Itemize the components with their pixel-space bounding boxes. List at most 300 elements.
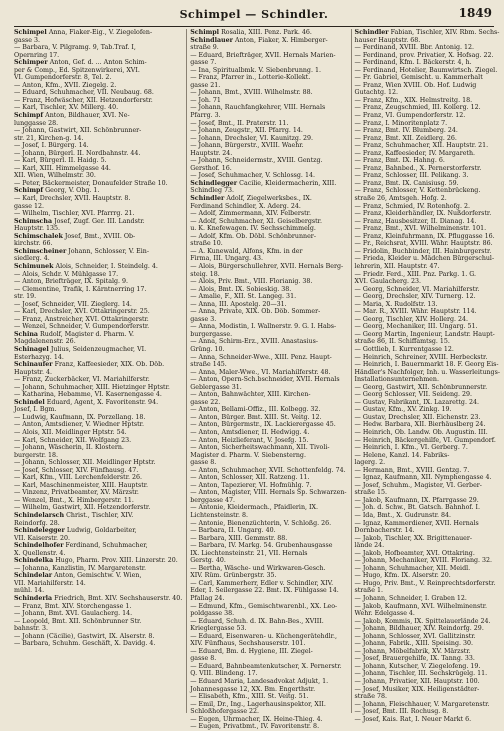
directory-entry	[355, 361, 500, 369]
directory-entry	[14, 271, 182, 279]
entry-text: Esterhazyg. 14.	[14, 353, 64, 361]
directory-entry	[190, 248, 346, 256]
entry-text: — Leopold, Bmt. XII. Schönbrunner Str.	[14, 617, 142, 625]
entry-text: — Heinrich, Ob. Landw. Ob. Augustin. III.	[354, 428, 488, 436]
directory-entry	[190, 172, 346, 180]
entry-surname: Schinderla	[14, 595, 53, 603]
entry-text: — Johann, Bürgerstr., XVIII. Waehr.	[190, 142, 304, 150]
entry-text: — Jakob, Tischler, XX. Brigittenauer-	[354, 534, 473, 542]
directory-entry	[14, 44, 182, 52]
entry-text: — Eduard, Bahnbeamtenkutscher, X. Pernerstr.	[190, 662, 342, 670]
directory-entry	[355, 233, 500, 241]
directory-entry	[355, 376, 500, 384]
directory-entry	[355, 59, 500, 67]
entry-text: — Anton, Heizlieferant, V. Josefg. 15.	[190, 436, 309, 444]
directory-entry	[190, 542, 346, 550]
entry-text: — Johann, Schlosser, XVI. Gallitzinstr.	[354, 632, 476, 640]
directory-entry	[355, 301, 500, 309]
directory-entry	[190, 286, 346, 294]
directory-entry	[14, 527, 182, 535]
directory-entry	[355, 44, 500, 52]
directory-entry	[14, 180, 182, 188]
entry-text: — Anna, Maler-Wwe., VI. Mariahilferstr. 48.	[190, 368, 331, 376]
directory-entry	[14, 369, 182, 377]
entry-text: gasse 22.	[190, 398, 221, 406]
entry-text: Schloßhofergasse 22.	[190, 708, 260, 716]
directory-entry	[14, 203, 182, 211]
entry-text: Fabian, Tischler, XIV. Rbm. Sechs-	[388, 29, 500, 36]
entry-text: — Franz, Kaffeesieder, IV. Margareth.	[354, 149, 476, 157]
directory-entry	[355, 610, 500, 618]
entry-text: — Johann (Cäcilie), Gastwirt, IX. Alserstr. 8.	[14, 632, 155, 640]
directory-entry	[190, 112, 346, 120]
entry-text: Hauptstr. 135.	[14, 225, 60, 233]
entry-text: — Anton, Amtsdiener, V. Wiedner Hptstr.	[14, 421, 144, 429]
entry-surname: Schindel	[14, 398, 45, 406]
directory-entry	[355, 165, 500, 173]
directory-entry	[190, 587, 346, 595]
entry-text: — Barbara, Schuhm. Geschäft, X. Davidg. 4.	[14, 640, 156, 648]
directory-entry	[14, 127, 182, 135]
entry-text: — Johann, Drechsler, VI. Kaunitzg. 29.	[190, 134, 313, 142]
directory-entry	[190, 225, 346, 233]
directory-entry	[14, 565, 182, 573]
directory-entry	[355, 67, 500, 75]
entry-text: — Anna, Modistin, I. Wallnerstr. 9. G. I. Habs-	[190, 323, 337, 331]
entry-text: Magdalenenstr. 26.	[14, 338, 76, 346]
entry-text: steig. 18.	[190, 270, 220, 278]
entry-text: Christ., Tischler, XIV.	[64, 512, 134, 519]
entry-surname: Schinaufer	[14, 361, 53, 369]
entry-text: — Johann, Mechaniker, XVIII. Floriang. 32.	[354, 557, 493, 565]
entry-text: — Gustav, Kfm., XV. Zinkg. 19.	[354, 406, 452, 414]
entry-text: Franz, Kaffeesieder, XIX. Ob. Döb.	[52, 361, 165, 369]
directory-entry	[190, 187, 346, 195]
directory-entry	[190, 512, 346, 520]
directory-entry	[190, 437, 346, 445]
entry-text: — Heinrich, I. Kfm., VI. Gerberg. 7.	[354, 444, 468, 452]
directory-entry	[14, 187, 182, 195]
directory-entry	[355, 354, 500, 362]
directory-entry	[14, 195, 182, 203]
entry-text: — Alois, Schdr. V. Mühlgasse 17.	[14, 270, 119, 278]
directory-entry	[14, 142, 182, 150]
directory-entry	[355, 686, 500, 694]
directory-entry	[190, 316, 346, 324]
entry-surname: Schimpel	[14, 29, 47, 36]
directory-entry	[355, 331, 500, 339]
directory-entry	[355, 286, 500, 294]
entry-text: — Josef, Kais. Rat, I. Neuer Markt 6.	[354, 715, 472, 723]
entry-text: — Katharina, Hebamme, VI. Kasernengasse 4.	[14, 391, 162, 399]
directory-entry	[14, 308, 182, 316]
entry-text: — Franz, Bmt. IV. Blumberg. 24.	[354, 127, 458, 135]
entry-text: — Elisabeth, Kfm., XIII. St. Veitg. 51.	[190, 693, 309, 701]
directory-entry	[355, 421, 500, 429]
directory-entry	[190, 104, 346, 112]
entry-text: — Franz, Bmt. IX. Canisiusg. 59.	[354, 179, 459, 187]
directory-entry	[355, 603, 500, 611]
directory-entry	[190, 293, 346, 301]
entry-text: — Eduard, Schuh. d. IX. Bahn-Bes., XVIII.	[190, 617, 324, 625]
directory-entry	[190, 603, 346, 611]
entry-text: — Jakob, Hofbeamter, XVI. Ottakring.	[354, 549, 475, 557]
entry-text: — Karl, Kfm., VIII. Lerchenfelderstr. 26.	[14, 474, 143, 482]
entry-text: bahnstr. 3.	[14, 625, 48, 633]
entry-text: — Josef, Musiker, XIX. Heiligenstädter-	[354, 685, 480, 693]
directory-entry	[355, 693, 500, 701]
directory-entry	[190, 255, 346, 263]
column-3	[351, 29, 500, 723]
directory-entry	[190, 550, 346, 558]
directory-entry	[14, 474, 182, 482]
entry-text: — Johann, Kutscher, V. Ziegelofeng. 19.	[354, 662, 481, 670]
directory-entry	[190, 165, 346, 173]
directory-entry	[355, 104, 500, 112]
directory-entry	[355, 467, 500, 475]
directory-entry	[355, 248, 500, 256]
directory-entry	[14, 421, 182, 429]
directory-entry	[14, 610, 182, 618]
entry-text: — Josef, Bmt., II. Praterstr. 11.	[190, 119, 289, 127]
entry-text: — Ludwig, Kaufmann, IX. Porzellang. 18.	[14, 413, 146, 421]
directory-entry	[355, 172, 500, 180]
entry-text: — Josef, Bmt. III. Rochusg. 8.	[354, 708, 449, 716]
entry-text: XVI. Gaulacherg. 23.	[354, 278, 422, 286]
directory-entry	[190, 580, 346, 588]
entry-text: — Karl, Drechsler, XVII. Hauptstr. 8.	[14, 195, 131, 203]
entry-text: — Anton, Tapezierer, VI. Hofmühlg. 7.	[190, 481, 312, 489]
directory-entry	[14, 240, 182, 248]
directory-entry	[190, 429, 346, 437]
directory-entry	[190, 474, 346, 482]
entry-text: — Clementine, Trafik, I. Kärntnerring 17.	[14, 285, 147, 293]
entry-text: straße 15.	[354, 489, 387, 497]
entry-text: Lichtensteinstr. 8.	[190, 512, 248, 519]
directory-entry	[190, 527, 346, 535]
entry-surname: Schimunek	[14, 262, 54, 270]
directory-entry	[14, 437, 182, 445]
entry-text: — Franz, Bmt. XII. Zeidlerg. 26.	[354, 134, 457, 142]
entry-text: — Franz, Bmt. XIV. Storchengasse 1.	[14, 602, 132, 610]
directory-entry	[190, 391, 346, 399]
entry-surname: Schindelka	[14, 557, 54, 565]
entry-text: lehrerin, XII. Hauptstr. 47.	[354, 262, 440, 270]
entry-text: gasse 12.	[14, 202, 44, 210]
entry-text: — Ferdinand, Kfm. I. Bäckerstr. 4, h.	[354, 59, 472, 67]
directory-entry	[14, 459, 182, 467]
directory-entry	[355, 444, 500, 452]
page-number: 1849	[458, 6, 492, 20]
directory-entry	[190, 648, 346, 656]
directory-entry	[355, 112, 500, 120]
directory-entry	[355, 429, 500, 437]
directory-entry	[190, 421, 346, 429]
entry-text: — Fr., Reichsrat, XVIII. Währ. Hauptstr. 86.	[354, 240, 493, 248]
directory-entry	[190, 610, 346, 618]
entry-text: — Anna, Schneider-Wwe., XIII. Penz. Haupt-	[190, 353, 332, 361]
directory-entry	[190, 74, 346, 82]
directory-entry	[14, 331, 182, 339]
directory-entry	[14, 112, 182, 120]
entry-text: — Josef, Brauergehilfe, IX. Tanng. 33.	[354, 655, 475, 663]
directory-entry	[355, 82, 500, 90]
directory-entry	[14, 391, 182, 399]
directory-entry	[355, 406, 500, 414]
directory-entry	[190, 701, 346, 709]
directory-entry	[190, 497, 346, 505]
directory-entry	[14, 67, 182, 75]
directory-entry	[355, 37, 500, 45]
directory-entry	[14, 504, 182, 512]
page-header	[14, 6, 494, 27]
entry-text: Schindleg 73.	[190, 187, 235, 195]
entry-text: straße 1.	[354, 587, 383, 595]
directory-entry	[355, 587, 500, 595]
entry-text: gasse 21.	[190, 81, 221, 89]
directory-entry	[14, 633, 182, 641]
directory-entry	[14, 150, 182, 158]
directory-entry	[355, 89, 500, 97]
directory-entry	[14, 376, 182, 384]
entry-surname: Schindler	[354, 29, 389, 36]
entry-text: — Karl, Drechsler, XVI. Ottakringerstr. 25.	[14, 308, 150, 316]
entry-text: — Anton, Bürger. Bmt. XIII. St. Veitg. 12.	[190, 413, 322, 421]
entry-text: lände 24.	[354, 542, 385, 550]
entry-text: — Anton, Magister, VIII. Hernals Sp. Schwarzen-	[190, 489, 347, 497]
entry-text: — Johann, Privatier, XII. Hauptstr. 100.	[354, 678, 480, 686]
directory-entry	[355, 580, 500, 588]
entry-text: — Karl, Tischler, XV. Millerg. 40.	[14, 104, 119, 112]
entry-text: — Anton, Schuhmacher, XVII. Schottenfeldg. 74.	[190, 466, 346, 474]
entry-text: — Georg, Drechsler, XIV. Turnerg. 12.	[354, 293, 476, 301]
directory-entry	[355, 527, 500, 535]
entry-surname: Schina	[14, 330, 39, 338]
entry-text: — Antonie, Kleidermach., Pfaidlerin, IX.	[190, 504, 318, 512]
directory-entry	[190, 135, 346, 143]
entry-text: — Franz, Zuckerbäcker, VI. Mariahilferstr.	[14, 376, 150, 384]
directory-entry	[190, 89, 346, 97]
entry-text: — Franz, Kleinfuhrmann, IX. Pfluggasse 16.	[354, 232, 495, 240]
entry-text: Händler's Nachfolger, Inh. u. Wasserleitungs-	[354, 368, 500, 376]
directory-entry	[14, 406, 182, 414]
directory-entry	[355, 648, 500, 656]
entry-text: — Heinrich, I. Bauernmarkt 18. F. Georg Eis-	[354, 361, 499, 369]
directory-entry	[190, 572, 346, 580]
entry-text: — Johann, Fleischhauer, V. Margaretenstr.	[354, 700, 490, 708]
directory-entry	[355, 663, 500, 671]
directory-entry	[355, 497, 500, 505]
entry-surname: Schimscheiner	[14, 247, 67, 255]
directory-entry	[355, 255, 500, 263]
directory-entry	[355, 29, 500, 37]
directory-entry	[355, 316, 500, 324]
entry-text: — Eduard, Eisenwaren- u. Küchengerätehdlr.,	[190, 632, 337, 640]
directory-entry	[14, 595, 182, 603]
entry-text: — Anton, Schlosser, XII. Ratzeng. 11.	[190, 474, 310, 482]
directory-entry	[355, 640, 500, 648]
entry-text: Cacilie, Kleidermacherin, XIII.	[237, 179, 337, 187]
entry-text: — Emil, Dr., Ing., Lagerhausinspektor, XII.	[190, 700, 326, 708]
entry-text: — Johann, Bmt. XVI. Gaulacherg. 14.	[14, 610, 133, 618]
entry-text: — Johann, Möbelfabrik, XV. Märzstr.	[354, 647, 471, 655]
directory-entry	[14, 429, 182, 437]
entry-surname: Schindlauer	[190, 36, 233, 44]
entry-text: Pfarrg. 3.	[190, 112, 221, 120]
directory-entry	[190, 452, 346, 460]
directory-entry	[355, 391, 500, 399]
entry-text: — Anna, Private, XIX. Ob. Döb. Sommer-	[190, 308, 321, 316]
entry-text: — Georg, Schneider, VI. Mariahilferstr.	[354, 285, 480, 293]
entry-text: — Maria, X. Rudolfstr. 13.	[354, 300, 438, 308]
entry-text: — Eugen, Privatbmt., IV. Favoritenstr. 8.	[190, 723, 320, 731]
entry-text: Opernring 17.	[14, 51, 60, 59]
directory-entry	[190, 504, 346, 512]
directory-entry	[355, 452, 500, 460]
entry-text: — Alois, Bürgerschullehrer, XVII. Hernals Berg-	[190, 262, 344, 270]
entry-text: — Franz, Hofwäscher, XII. Hetzendorferstr.	[14, 96, 153, 104]
entry-text: — Franz, Hausbesitzer, II. Dianag. 14.	[354, 217, 477, 225]
directory-entry	[14, 104, 182, 112]
directory-entry	[14, 74, 182, 82]
directory-entry	[355, 150, 500, 158]
entry-text: — Anna, III. Apostelg. 20—31.	[190, 300, 287, 308]
entry-text: — Eugen, Uhrmacher, IX. Heine-Thieg. 4.	[190, 715, 323, 723]
entry-text: — Johann, Tischler, III. Sechskrügelg. 11.	[354, 670, 488, 678]
entry-text: poldgasse 38.	[190, 610, 235, 618]
directory-entry	[355, 542, 500, 550]
directory-entry	[14, 497, 182, 505]
entry-text: lunggasse 28.	[14, 119, 59, 127]
directory-entry	[14, 587, 182, 595]
entry-text: Eduard, Agent, X. Favoritenstr. 94.	[44, 398, 159, 406]
entry-surname: Schimper	[14, 59, 48, 67]
directory-entry	[190, 354, 346, 362]
directory-entry	[14, 603, 182, 611]
directory-entry	[190, 414, 346, 422]
entry-text: Hugo, Pharm. Prov. XIII. Linzerstr. 20.	[53, 557, 178, 565]
entry-surname: Schindelar	[14, 572, 53, 580]
entry-text: — Franz, Kleiderhändler, IX. Nußdorferstr.	[354, 210, 492, 218]
directory-entry	[14, 384, 182, 392]
directory-entry	[355, 323, 500, 331]
directory-entry	[14, 286, 182, 294]
entry-text: Adolf, Ziegelwerksbes., IX.	[224, 195, 312, 203]
entry-text: — Franz, Kfm., XIX. Helmstreitg. 18.	[354, 96, 473, 104]
entry-text: — Franz, Schmied, IV. Rotenhofg. 2.	[354, 202, 470, 210]
entry-text: Johann, Schlosser, V. Ein-	[66, 247, 149, 255]
directory-entry	[355, 474, 500, 482]
directory-entry	[14, 625, 182, 633]
entry-text: Josef, Zugf. Ger. III. Landstr.	[52, 217, 145, 225]
entry-text: — Antonie, Bienenzüchterin, V. Schloßg. 26.	[190, 519, 332, 527]
entry-surname: Schimpf	[14, 187, 44, 195]
directory-entry	[14, 278, 182, 286]
directory-entry	[14, 535, 182, 543]
entry-surname: Schinagel	[14, 345, 49, 353]
directory-entry	[14, 29, 182, 37]
entry-text: — Helene, Kanzl. 14. Fabriks-	[354, 451, 450, 459]
directory-entry	[190, 663, 346, 671]
directory-entry	[355, 670, 500, 678]
directory-entry	[190, 406, 346, 414]
entry-text: gasse 8.	[190, 459, 217, 467]
directory-entry	[14, 640, 182, 648]
entry-text: — Georg Martin, Ingenieur, Landstr. Haupt-	[354, 330, 495, 338]
entry-text: — Franz, I. Minoritenplatz 7.	[354, 119, 448, 127]
entry-text: — Frieda, Kleider u. Mädchen Bürgerschul-	[354, 255, 495, 263]
directory-entry	[190, 308, 346, 316]
entry-text: — Johann, Rauchfangkehrer, VIII. Hernals	[190, 104, 326, 112]
entry-text: — Karl, XIII. Himmelgasse 44.	[14, 164, 111, 172]
entry-text: Johannesgasse 12, XX. Bm. Engerthstr.	[190, 685, 316, 693]
entry-text: — Ignaz, Kammerdiener, XVII. Hernals	[354, 519, 479, 527]
entry-text: straße 145.	[190, 361, 227, 369]
entry-text: — Barbara, II. Ungarg. 40.	[190, 527, 276, 535]
entry-text: — Franz, Schlosser, V. Kettenbrückeng.	[354, 187, 481, 195]
directory-entry	[190, 557, 346, 565]
directory-entry	[190, 120, 346, 128]
directory-entry	[190, 595, 346, 603]
entry-text: — Anton, Opern-Sch.bschneider, XVII. Hernals	[190, 376, 340, 384]
directory-entry	[355, 633, 500, 641]
page-title: Schimpel — Schindler.	[179, 8, 329, 21]
entry-text: gasse 8.	[190, 655, 217, 663]
directory-entry	[190, 331, 346, 339]
entry-text: — Georg Schlosser, VII. Seideng. 29.	[354, 391, 473, 399]
directory-entry	[355, 187, 500, 195]
entry-text: — Alois, Bmt. IX. Sobieskig. 38.	[190, 285, 292, 293]
directory-entry	[355, 557, 500, 565]
entry-text: lagerg. 2.	[354, 459, 386, 467]
entry-text: — Johann, Schuhmacher, XII. Meidl.	[354, 564, 471, 572]
entry-text: — Johann, Schneider, I. Graben 12.	[354, 595, 467, 603]
entry-text: Magister d. Pharm. V. Siebensterng.	[190, 451, 306, 459]
directory-entry	[190, 640, 346, 648]
directory-entry	[190, 203, 346, 211]
directory-entry	[190, 655, 346, 663]
entry-text: Reindorfg. 28.	[14, 519, 60, 527]
directory-entry	[355, 399, 500, 407]
entry-text: — Anton, Briefträger, IX. Spitalg. 9.	[14, 278, 129, 286]
entry-text: — Josef, Schneider, VII. Zieglerg. 14.	[14, 300, 132, 308]
entry-text: Installationsunternehmen.	[354, 376, 439, 384]
directory-entry	[190, 633, 346, 641]
entry-text: — Franz, Pfarrer in., Lotterie-Kollekt.	[190, 74, 311, 82]
directory-entry	[355, 240, 500, 248]
entry-text: burgerstr. 18.	[14, 451, 58, 459]
entry-text: — Johann, Bmt., XVIII. Wilhelmstr. 88.	[190, 89, 313, 97]
entry-text: Ferdinand, Schuhmacher,	[63, 542, 148, 550]
directory-entry	[190, 625, 346, 633]
entry-text: — Adolf, Schuhmacher, XI. Geiselbergstr.	[190, 217, 322, 225]
entry-text: Ludwig, Goldarbeiter,	[64, 527, 137, 535]
directory-entry	[14, 467, 182, 475]
entry-surname: Schindlegger	[190, 179, 238, 187]
directory-entry	[355, 678, 500, 686]
directory-entry	[355, 482, 500, 490]
directory-entry	[355, 263, 500, 271]
directory-entry	[355, 225, 500, 233]
directory-entry	[14, 572, 182, 580]
directory-entry	[355, 459, 500, 467]
directory-entry	[190, 82, 346, 90]
directory-entry	[14, 157, 182, 165]
entry-text: — Ferdinand, Hotelier, Baumwirtsch. Ziegel.	[354, 66, 498, 74]
directory-entry	[355, 278, 500, 286]
directory-entry	[14, 338, 182, 346]
directory-entry	[14, 444, 182, 452]
